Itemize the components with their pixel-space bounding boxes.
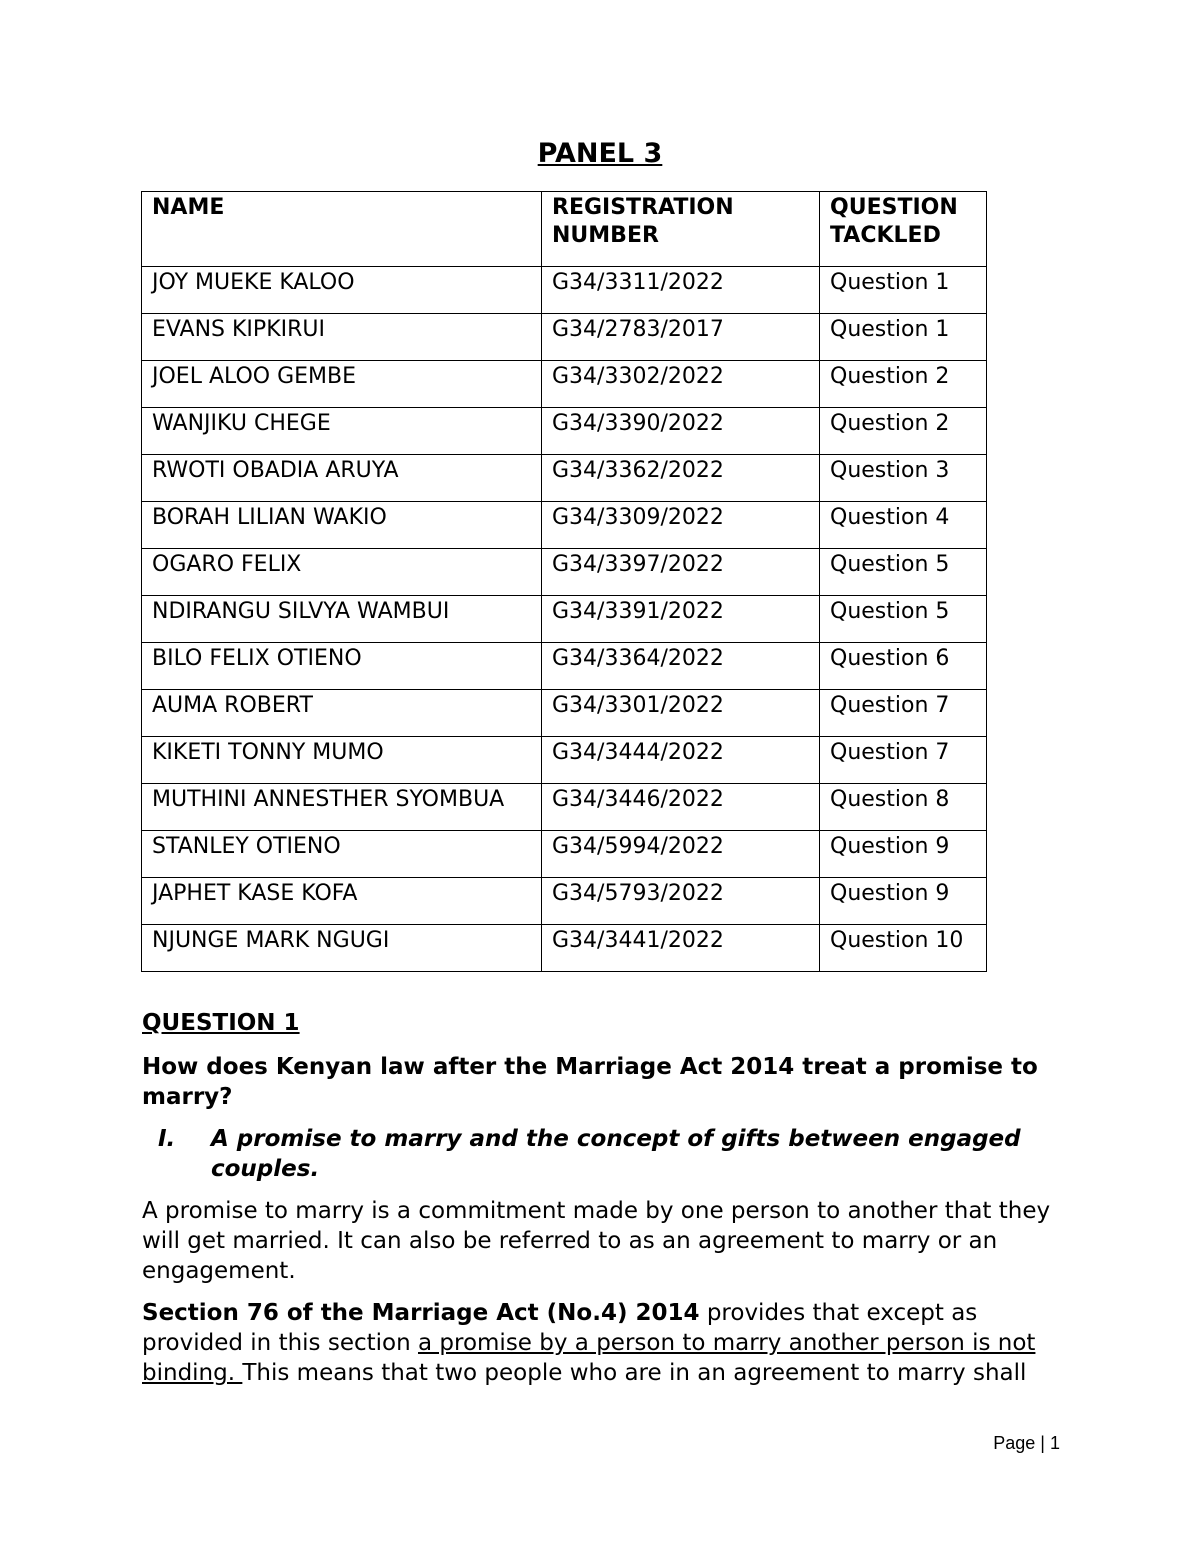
student-name-cell: JAPHET KASE KOFA: [142, 878, 542, 925]
question-cell: Question 2: [820, 408, 987, 455]
registration-number-cell: G34/3391/2022: [542, 596, 820, 643]
registration-number-cell: G34/3390/2022: [542, 408, 820, 455]
student-name-cell: OGARO FELIX: [142, 549, 542, 596]
student-name-cell: STANLEY OTIENO: [142, 831, 542, 878]
table-row: [142, 267, 987, 314]
question-cell: Question 9: [820, 878, 987, 925]
table-body: [142, 267, 987, 972]
registration-number-cell: G34/3309/2022: [542, 502, 820, 549]
section-citation: Section 76 of the Marriage Act (No.4) 2014: [142, 1300, 700, 1326]
table-row: [142, 314, 987, 361]
table-row: [142, 361, 987, 408]
page-number: Page | 1: [993, 1433, 1060, 1453]
sub-heading: [142, 1124, 1062, 1184]
header-registration-number: REGISTRATION NUMBER: [542, 192, 820, 267]
table-row: [142, 455, 987, 502]
sub-heading-text: A promise to marry and the concept of gifts between engaged couples.: [211, 1126, 1021, 1182]
paragraph-text: provides that except as provided in this section: [142, 1300, 978, 1356]
registration-number-cell: G34/3302/2022: [542, 361, 820, 408]
student-name-cell: BORAH LILIAN WAKIO: [142, 502, 542, 549]
student-name-cell: JOY MUEKE KALOO: [142, 267, 542, 314]
question-cell: Question 7: [820, 737, 987, 784]
underlined-text: a promise by a person to marry another person is not binding.: [142, 1330, 1036, 1386]
table-row: [142, 737, 987, 784]
table-row: [142, 690, 987, 737]
question-cell: Question 8: [820, 784, 987, 831]
question-cell: Question 1: [820, 267, 987, 314]
table-row: [142, 643, 987, 690]
question-cell: Question 9: [820, 831, 987, 878]
student-name-cell: AUMA ROBERT: [142, 690, 542, 737]
registration-number-cell: G34/3446/2022: [542, 784, 820, 831]
question-cell: Question 2: [820, 361, 987, 408]
registration-number-cell: G34/5994/2022: [542, 831, 820, 878]
table-row: [142, 878, 987, 925]
table-row: [142, 596, 987, 643]
student-name-cell: EVANS KIPKIRUI: [142, 314, 542, 361]
question-cell: Question 6: [820, 643, 987, 690]
table-row: [142, 549, 987, 596]
question-cell: Question 5: [820, 596, 987, 643]
page-title: PANEL 3: [537, 138, 663, 169]
question-cell: Question 4: [820, 502, 987, 549]
registration-number-cell: G34/2783/2017: [542, 314, 820, 361]
question-cell: Question 7: [820, 690, 987, 737]
question-cell: Question 1: [820, 314, 987, 361]
student-name-cell: MUTHINI ANNESTHER SYOMBUA: [142, 784, 542, 831]
registration-number-cell: G34/3444/2022: [542, 737, 820, 784]
question-cell: Question 5: [820, 549, 987, 596]
student-name-cell: NJUNGE MARK NGUGI: [142, 925, 542, 972]
table-row: [142, 784, 987, 831]
student-name-cell: NDIRANGU SILVYA WAMBUI: [142, 596, 542, 643]
registration-number-cell: G34/3362/2022: [542, 455, 820, 502]
student-name-cell: JOEL ALOO GEMBE: [142, 361, 542, 408]
question-heading: QUESTION 1: [142, 1010, 300, 1036]
student-name-cell: BILO FELIX OTIENO: [142, 643, 542, 690]
question-section: [142, 1008, 1062, 1400]
registration-number-cell: G34/3311/2022: [542, 267, 820, 314]
panel-table: [141, 191, 987, 972]
registration-number-cell: G34/3364/2022: [542, 643, 820, 690]
paragraph-section-76: [142, 1298, 1062, 1388]
registration-number-cell: G34/5793/2022: [542, 878, 820, 925]
table-row: [142, 831, 987, 878]
paragraph-text-continued: This means that two people who are in an agreement to marry shall: [242, 1360, 1027, 1386]
student-name-cell: KIKETI TONNY MUMO: [142, 737, 542, 784]
registration-number-cell: G34/3441/2022: [542, 925, 820, 972]
student-name-cell: RWOTI OBADIA ARUYA: [142, 455, 542, 502]
question-cell: Question 3: [820, 455, 987, 502]
registration-number-cell: G34/3301/2022: [542, 690, 820, 737]
header-name: NAME: [142, 192, 542, 267]
table-row: [142, 925, 987, 972]
registration-number-cell: G34/3397/2022: [542, 549, 820, 596]
student-name-cell: WANJIKU CHEGE: [142, 408, 542, 455]
table-header-row: [142, 192, 987, 267]
table-row: [142, 408, 987, 455]
table-row: [142, 502, 987, 549]
paragraph-definition: A promise to marry is a commitment made by one person to another that they will get married. It can also be referred to as an agreement to marry or an engagement.: [142, 1198, 1051, 1284]
question-cell: Question 10: [820, 925, 987, 972]
sub-heading-number: I.: [158, 1126, 176, 1152]
question-text: How does Kenyan law after the Marriage Act 2014 treat a promise to marry?: [142, 1054, 1038, 1110]
header-question-tackled: QUESTION TACKLED: [820, 192, 987, 267]
